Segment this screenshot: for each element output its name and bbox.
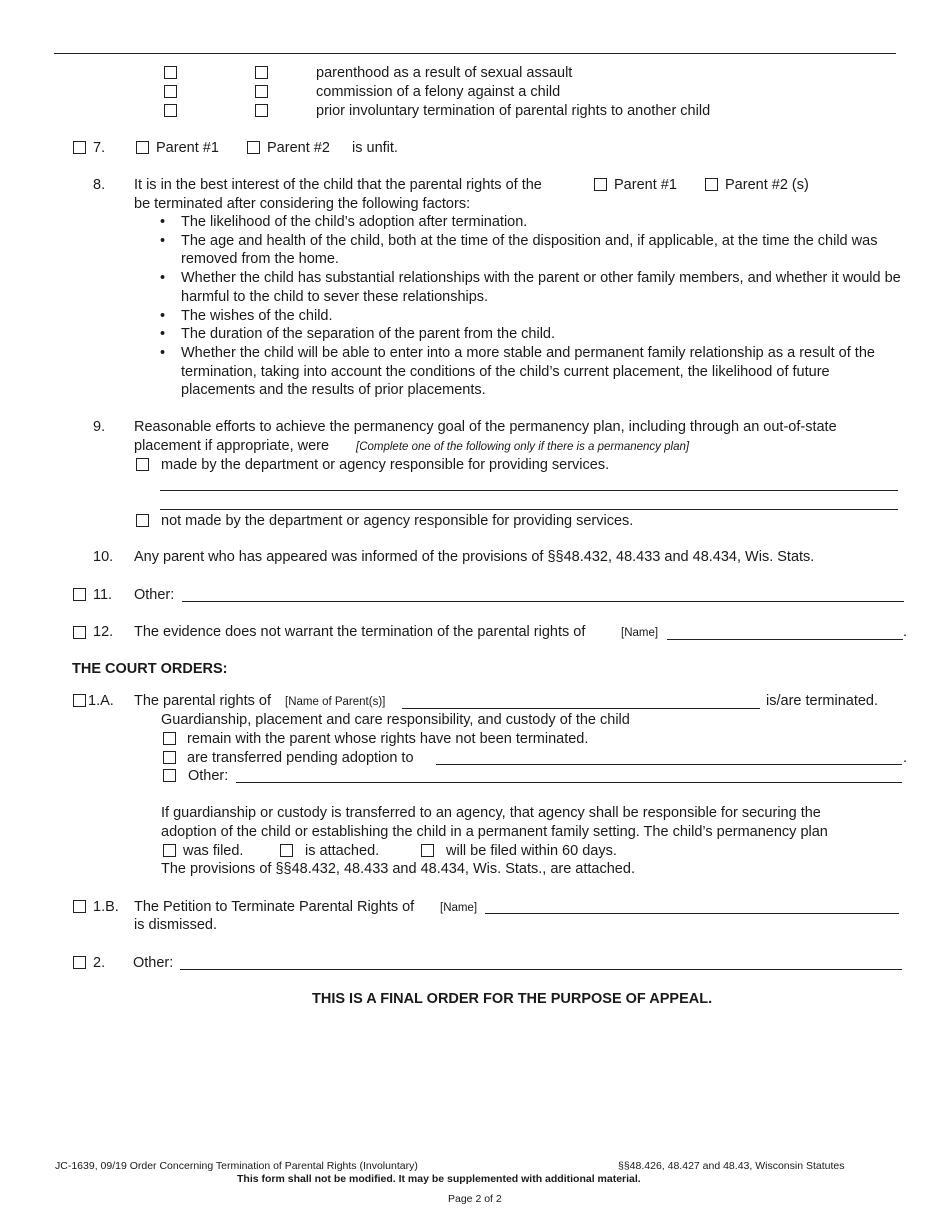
item8-factor: • The age and health of the child, both at the time of the disposition and, if applicable, at the time the child was removed from the home. bbox=[181, 232, 906, 269]
item9-made-label: made by the department or agency responsible for providing services. bbox=[161, 457, 610, 473]
order1a-remain-label: remain with the parent whose rights have not been terminated. bbox=[187, 731, 589, 747]
item7-parent1-checkbox[interactable] bbox=[136, 141, 149, 154]
order1b-checkbox[interactable] bbox=[73, 900, 86, 913]
parent2-ground-felony-checkbox[interactable] bbox=[255, 85, 268, 98]
order1a-text-start: The parental rights of bbox=[134, 693, 272, 709]
item11-number: 11. bbox=[93, 587, 113, 603]
item12-name-line[interactable] bbox=[667, 639, 903, 640]
item9-not-made-checkbox[interactable] bbox=[136, 514, 149, 527]
order1a-transferred-line[interactable] bbox=[436, 764, 902, 765]
parent2-ground-sexual-assault-checkbox[interactable] bbox=[255, 66, 268, 79]
item8-factor: • Whether the child has substantial relationships with the parent or other family members, and whether it would be harmful to the child to sever these relationships. bbox=[181, 269, 906, 306]
item7-parent2-checkbox[interactable] bbox=[247, 141, 260, 154]
order1a-transferred-checkbox[interactable] bbox=[163, 751, 176, 764]
order1a-provisions: The provisions of §§48.432, 48.433 and 48.434, Wis. Stats., are attached. bbox=[161, 861, 635, 877]
parent1-ground-felony-checkbox[interactable] bbox=[164, 85, 177, 98]
item7-number: 7. bbox=[93, 140, 106, 156]
order1a-transferred-period: . bbox=[903, 750, 908, 766]
item9-made-checkbox[interactable] bbox=[136, 458, 149, 471]
ground-prior-termination-label: prior involuntary termination of parental rights to another child bbox=[316, 103, 711, 119]
parent1-ground-prior-termination-checkbox[interactable] bbox=[164, 104, 177, 117]
item9-line2: placement if appropriate, were bbox=[134, 438, 330, 454]
item9-line1: Reasonable efforts to achieve the permanency goal of the permanency plan, including through an out-of-state bbox=[134, 419, 837, 435]
order1a-other-line[interactable] bbox=[236, 782, 902, 783]
order1a-remain-checkbox[interactable] bbox=[163, 732, 176, 745]
final-order-statement: THIS IS A FINAL ORDER FOR THE PURPOSE OF APPEAL. bbox=[312, 991, 713, 1007]
footer-notice: This form shall not be modified. It may be supplemented with additional material. bbox=[237, 1173, 641, 1185]
order1a-other-checkbox[interactable] bbox=[163, 769, 176, 782]
item8-parent1-label: Parent #1 bbox=[614, 177, 677, 193]
order1a-number: 1.A. bbox=[88, 693, 114, 709]
order1b-name-line[interactable] bbox=[485, 913, 899, 914]
item9-not-made-label: not made by the department or agency responsible for providing services. bbox=[161, 513, 634, 529]
order2-label: Other: bbox=[133, 955, 174, 971]
item8-parent2-label: Parent #2 (s) bbox=[725, 177, 809, 193]
item12-name-hint: [Name] bbox=[621, 627, 659, 639]
item7-parent2-label: Parent #2 bbox=[267, 140, 330, 156]
order1b-dismissed: is dismissed. bbox=[134, 917, 217, 933]
court-orders-heading: THE COURT ORDERS: bbox=[72, 661, 228, 677]
ground-sexual-assault-label: parenthood as a result of sexual assault bbox=[316, 65, 573, 81]
order1b-name-hint: [Name] bbox=[440, 902, 478, 914]
item9-explanation-line-1[interactable] bbox=[160, 490, 898, 491]
order2-number: 2. bbox=[93, 955, 106, 971]
order1a-name-hint: [Name of Parent(s)] bbox=[285, 696, 386, 708]
item8-parent2-checkbox[interactable] bbox=[705, 178, 718, 191]
item8-factor: • The duration of the separation of the parent from the child. bbox=[181, 325, 906, 344]
item12-checkbox[interactable] bbox=[73, 626, 86, 639]
order1b-text: The Petition to Terminate Parental Rights of bbox=[134, 899, 415, 915]
order1a-is-attached-checkbox[interactable] bbox=[280, 844, 293, 857]
order1a-text-end: is/are terminated. bbox=[766, 693, 879, 709]
order1a-will-be-filed-label: will be filed within 60 days. bbox=[446, 843, 617, 859]
footer-form-id: JC-1639, 09/19 Order Concerning Termination of Parental Rights (Involuntary) bbox=[55, 1160, 418, 1172]
order1b-number: 1.B. bbox=[93, 899, 119, 915]
item9-number: 9. bbox=[93, 419, 106, 435]
ground-felony-label: commission of a felony against a child bbox=[316, 84, 561, 100]
item8-line2: be terminated after considering the following factors: bbox=[134, 196, 471, 212]
item8-line1: It is in the best interest of the child that the parental rights of the bbox=[134, 177, 542, 193]
order2-checkbox[interactable] bbox=[73, 956, 86, 969]
order1a-checkbox[interactable] bbox=[73, 694, 86, 707]
order1a-transferred-label: are transferred pending adoption to bbox=[187, 750, 414, 766]
order1a-was-filed-label: was filed. bbox=[183, 843, 244, 859]
order1a-name-line[interactable] bbox=[402, 708, 760, 709]
top-rule bbox=[54, 53, 896, 54]
order1a-para2: adoption of the child or establishing the child in a permanent family setting. The child’s permanency plan bbox=[161, 824, 828, 840]
order1a-other-label: Other: bbox=[188, 768, 229, 784]
item8-parent1-checkbox[interactable] bbox=[594, 178, 607, 191]
order1a-guardianship: Guardianship, placement and care responsibility, and custody of the child bbox=[161, 712, 630, 728]
item10-text: Any parent who has appeared was informed of the provisions of §§48.432, 48.433 and 48.434, Wis. Stats. bbox=[134, 549, 815, 565]
item10-number: 10. bbox=[93, 549, 114, 565]
item8-factor: • The wishes of the child. bbox=[181, 307, 906, 326]
parent1-ground-sexual-assault-checkbox[interactable] bbox=[164, 66, 177, 79]
item8-number: 8. bbox=[93, 177, 106, 193]
item8-factor: • Whether the child will be able to enter into a more stable and permanent family relationship as a result of the termination, taking into account the conditions of the child’s current placement, the likelihood of future placements and the results of prior placements. bbox=[181, 344, 906, 400]
parent2-ground-prior-termination-checkbox[interactable] bbox=[255, 104, 268, 117]
item11-other-line[interactable] bbox=[182, 601, 904, 602]
order1a-was-filed-checkbox[interactable] bbox=[163, 844, 176, 857]
item7-checkbox[interactable] bbox=[73, 141, 86, 154]
item9-explanation-line-2[interactable] bbox=[160, 509, 898, 510]
order1a-para1: If guardianship or custody is transferred to an agency, that agency shall be responsible for securing the bbox=[161, 805, 821, 821]
item11-label: Other: bbox=[134, 587, 175, 603]
order1a-will-be-filed-checkbox[interactable] bbox=[421, 844, 434, 857]
item8-factors-list bbox=[181, 213, 906, 400]
order2-other-line[interactable] bbox=[180, 969, 902, 970]
footer-page-number: Page 2 of 2 bbox=[448, 1193, 502, 1205]
item7-parent1-label: Parent #1 bbox=[156, 140, 219, 156]
item8-factor: • The likelihood of the child’s adoption after termination. bbox=[181, 213, 906, 232]
item12-text: The evidence does not warrant the termination of the parental rights of bbox=[134, 624, 586, 640]
item9-instruction: [Complete one of the following only if there is a permanency plan] bbox=[356, 441, 690, 453]
order1a-is-attached-label: is attached. bbox=[305, 843, 380, 859]
item12-number: 12. bbox=[93, 624, 114, 640]
item12-period: . bbox=[903, 624, 908, 640]
footer-statutes: §§48.426, 48.427 and 48.43, Wisconsin Statutes bbox=[618, 1160, 845, 1172]
item7-suffix: is unfit. bbox=[352, 140, 398, 156]
item11-checkbox[interactable] bbox=[73, 588, 86, 601]
